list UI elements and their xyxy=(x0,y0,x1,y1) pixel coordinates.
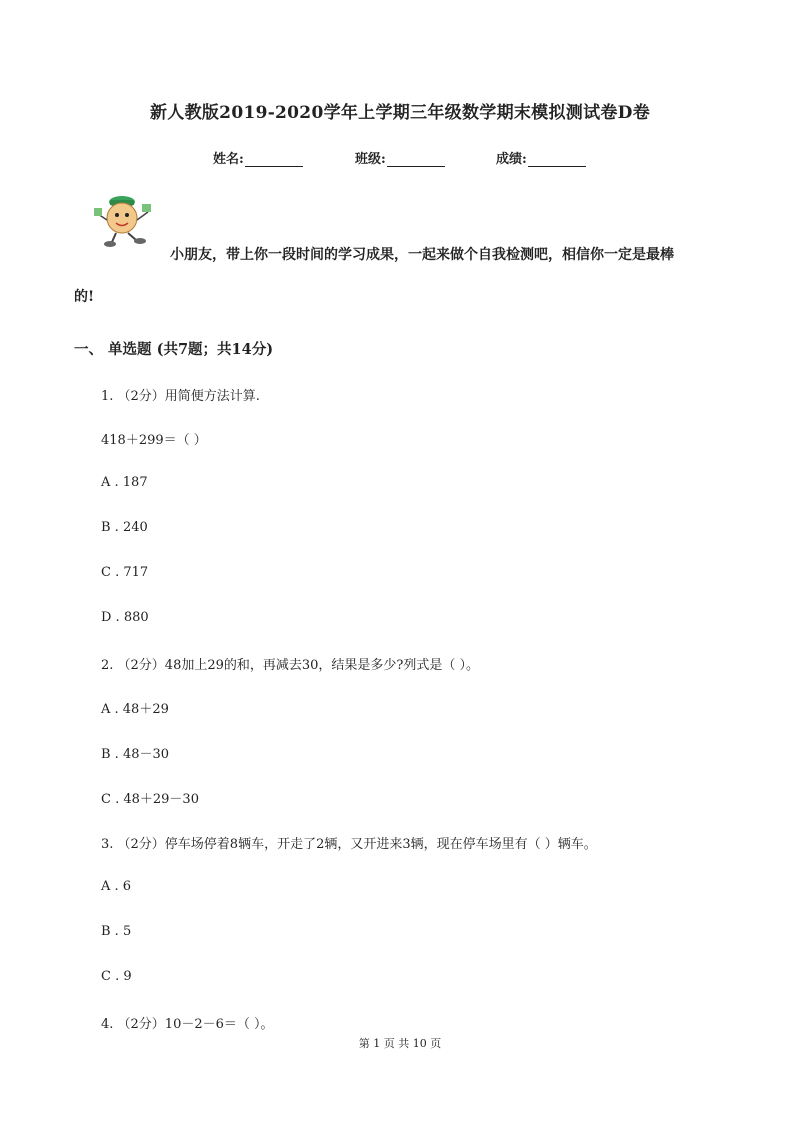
question-1-option-c: C . 717 xyxy=(101,565,149,580)
intro-line-2: 的! xyxy=(74,289,95,305)
question-1-option-b: B . 240 xyxy=(101,520,148,535)
section-heading: 一、 单选题 (共7题；共14分) xyxy=(74,341,274,358)
question-3-option-a: A . 6 xyxy=(101,879,132,894)
name-label: 姓名: xyxy=(213,152,244,167)
page-footer: 第 1 页 共 10 页 xyxy=(358,1037,442,1050)
question-3: 3. （2分）停车场停着8辆车，开走了2辆，又开进来3辆，现在停车场里有（ ）辆车。 xyxy=(101,837,597,852)
name-blank xyxy=(245,153,303,167)
question-1-stem: 418＋299＝（ ） xyxy=(101,433,207,448)
question-1: 1. （2分）用简便方法计算. xyxy=(101,389,260,404)
name-field xyxy=(213,148,303,167)
question-3-option-b: B . 5 xyxy=(101,924,132,939)
class-blank xyxy=(387,153,445,167)
class-field xyxy=(355,148,445,167)
page-title: 新人教版2019-2020学年上学期三年级数学期末模拟测试卷D卷 xyxy=(149,103,651,123)
question-4: 4. （2分）10－2－6＝（ ）。 xyxy=(101,1017,274,1032)
question-1-option-a: A . 187 xyxy=(101,475,148,490)
score-field xyxy=(496,148,586,167)
cartoon-kid-icon xyxy=(92,190,154,250)
question-2-option-a: A . 48＋29 xyxy=(101,702,169,717)
score-label: 成绩: xyxy=(496,152,527,167)
intro-line-1: 小朋友，带上你一段时间的学习成果，一起来做个自我检测吧，相信你一定是最棒 xyxy=(170,247,674,263)
class-label: 班级: xyxy=(355,152,386,167)
question-2-option-b: B . 48－30 xyxy=(101,747,170,762)
score-blank xyxy=(528,153,586,167)
question-2: 2. （2分）48加上29的和，再减去30，结果是多少?列式是（ ）。 xyxy=(101,658,480,673)
question-2-option-c: C . 48＋29－30 xyxy=(101,792,199,807)
question-1-option-d: D . 880 xyxy=(101,610,149,625)
question-3-option-c: C . 9 xyxy=(101,969,132,984)
